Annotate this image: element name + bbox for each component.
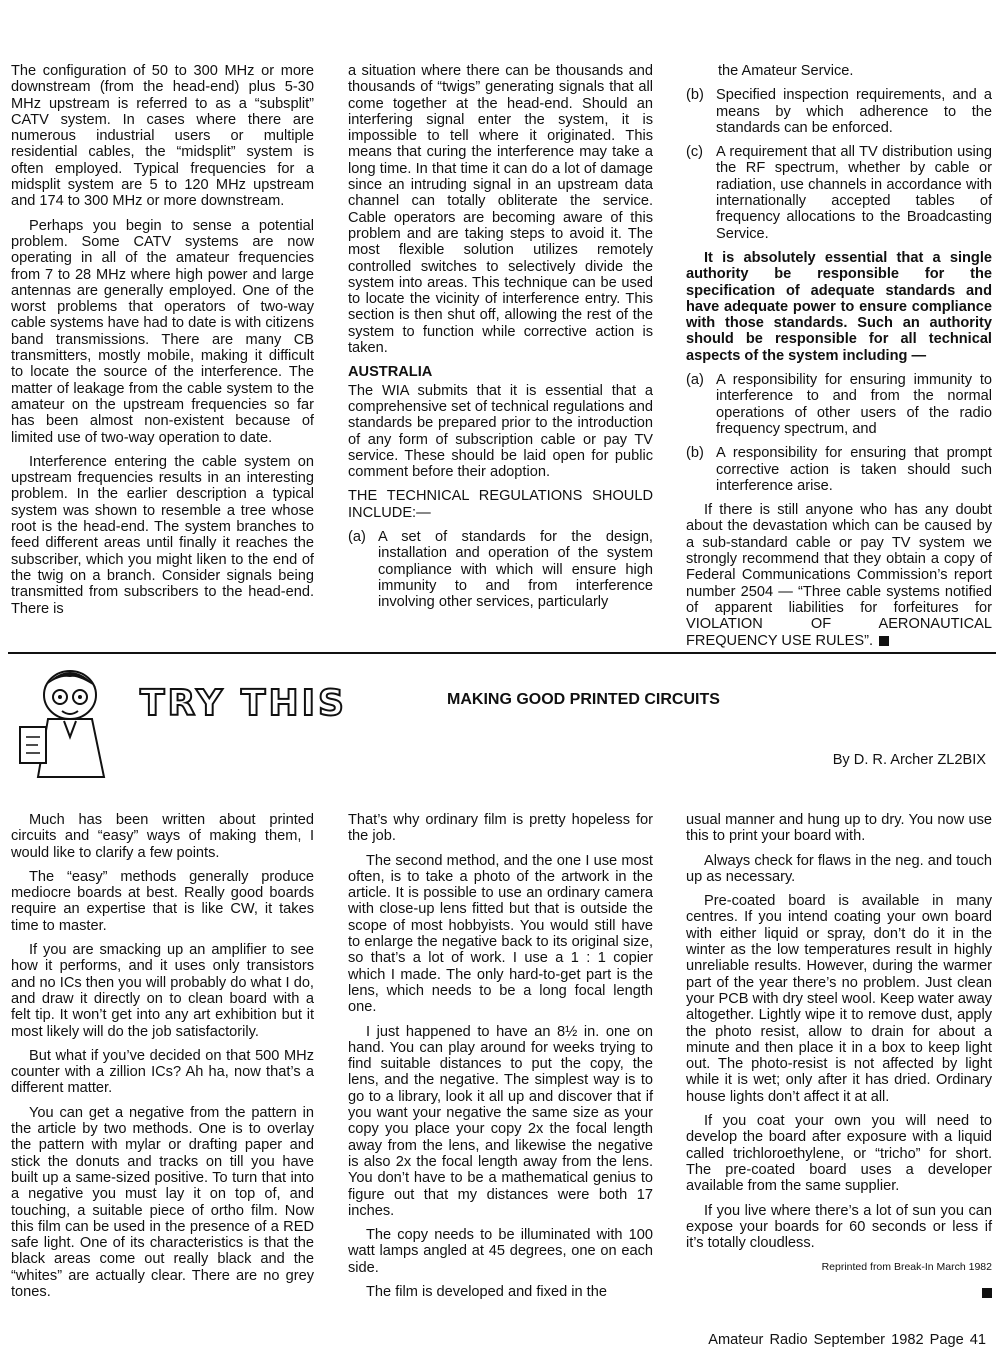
paragraph: Always check for flaws in the neg. and touch up as necessary. [686, 852, 992, 885]
top-column-2 [348, 63, 653, 619]
paragraph: The film is developed and fixed in the [366, 1284, 607, 1301]
article-headline: MAKING GOOD PRINTED CIRCUITS [447, 691, 720, 708]
paragraph: The configuration of 50 to 300 MHz or more downstream (from the head-end) plus 5-30 MHz upstream is referred to as a “subsplit” CATV system. In cases where there are numerous industrial users or multiple residential cables, the “midsplit” system is often employed. Typical frequencies for a midsplit system are 5 to 120 MHz upstream and 174 to 300 MHz or more downstream. [11, 63, 314, 210]
paragraph: You can get a negative from the pattern in the article by two methods. One is to overlay the pattern with mylar or drafting paper and stick the donuts and tracks on till you have built up a same-sized positive. To turn that into a negative you must lay it on top of, and touching, a suitable piece of ortho film. Now this film can be used in the presence of a RED safe light. One of its characteristics is that the black areas come out really black and the “whites” are actually clear. There are no grey tones. [11, 1104, 314, 1301]
section-heading: AUSTRALIA [348, 364, 433, 381]
bottom-column-2 [348, 812, 653, 1308]
paragraph: If you are smacking up an amplifier to see how it performs, and it uses only transistors and no ICs then you will probably do what I do, and draw it directly on to clean board with a felt tip. It won’t get into any art exhibition but it most likely will do the job satisfactorily. [11, 942, 314, 1040]
top-column-1 [11, 63, 314, 625]
reprint-credit: Reprinted from Break-In March 1982 [821, 1261, 992, 1274]
caps-heading: THE TECHNICAL REGULATIONS SHOULD INCLUDE:— [348, 488, 653, 521]
paragraph: I just happened to have an 8½ in. one on hand. You can play around for weeks trying to find suitable distances to put the copy, the lens, and the negative. The simplest way is to go to a library, look it all up and discover that if you want your negative the same size as your copy you place your copy 2x the focal length away from the lens, and likewise the negative is also 2x the focal length away from the lens. You don’t have to be a mathematical genius to figure out that my distances were both 17 inches. [348, 1023, 653, 1219]
paragraph: The copy needs to be illuminated with 100 watt lamps angled at 45 degrees, one on each side. [348, 1227, 653, 1276]
paragraph: Perhaps you begin to sense a potential problem. Some CATV systems are now operating in all of the amateur frequencies from 7 to 28 MHz where high power and large antennas are generally employed. One of the worst problems that operators of two-way cable systems have had to date is with citizens band transmissions. There are many CB transmitters, mostly mobile, making it difficult to locate the source of the interference. The matter of leakage from the cable system to the amateur on the upstream frequencies so far has been almost non-existent because of limited use of two-way operation to date. [11, 217, 314, 446]
paragraph: If you coat your own you will need to develop the board after exposure with a liquid called trichloroethylene, or “tricho” for short. The pre-coated board uses a developer available from the same supplier. [686, 1113, 992, 1195]
list-item: (b) A responsibility for ensuring that prompt corrective action is taken should such interference arise. [686, 445, 992, 494]
page-footer: Amateur Radio September 1982 Page 41 [708, 1332, 986, 1348]
end-mark-icon [982, 1288, 992, 1298]
bold-paragraph: It is absolutely essential that a single authority be responsible for the specification of adequate standards and have adequate power to ensure compliance with those standards. Such an authority should be responsible for all technical aspects of the system including — [686, 249, 992, 364]
paragraph: If there is still anyone who has any doubt about the devastation which can be caused by a sub-standard cable or pay TV system we strongly recommend that they obtain a copy of Federal Communications Commission’s report number 2504 — “Three cable systems notified of apparent liabilities for forfeitures for VIOLATION OF AERONAUTICAL FREQUENCY USE RULES”. [686, 502, 992, 649]
list-item: (b) Specified inspection requirements, and a means by which adherence to the standards can be enforced. [686, 87, 992, 136]
list-item: (c) A requirement that all TV distribution using the RF spectrum, whether by cable or radiation, use channels in accordance with internationally accepted tables of frequency allocations to the Broadcasting Service. [686, 144, 992, 242]
section-divider [8, 652, 996, 654]
paragraph: Interference entering the cable system on upstream frequencies results in an interesting problem. In the earlier description a typical system was shown to resemble a tree whose root is the head-end. The system branches to feed different areas until finally it reaches the subscriber, which you might liken to the end of the twig on a branch. Consider signals being transmitted from subscribers to the head-end. There is [11, 453, 314, 617]
list-item: (a) A set of standards for the design, installation and operation of the system compliance with which will ensure high immunity to and from interference involving other services, particularly [348, 529, 653, 611]
paragraph: But what if you’ve decided on that 500 MHz counter with a zillion ICs? Ah ha, now that’s a different matter. [11, 1047, 314, 1097]
paragraph: If you live where there’s a lot of sun you can expose your boards for 60 seconds or less if it’s totally cloudless. [686, 1202, 992, 1252]
bottom-column-1 [11, 812, 314, 1308]
top-column-3 [686, 63, 992, 657]
end-mark-icon [879, 636, 889, 646]
list-item: (a) A responsibility for ensuring immunity to interference to and from the normal operations of other users of the radio frequency spectrum, and [686, 372, 992, 437]
article-byline: By D. R. Archer ZL2BIX [832, 752, 986, 768]
paragraph: Pre-coated board is available in many centres. If you intend coating your own board with either liquid or spray, don’t do it in the winter as the low temperatures result in highly unreliable results. However, during the warmer part of the year there’s no problem. Just clean your PCB with dry steel wool. Keep water away altogether. Lightly wipe it to remove dust, apply the photo resist, allow to drain for about a minute and then place it in a box to keep light out. The photo-resist is not affected by light while it is wet; only after it has dried. Ordinary house lights don’t affect it at all. [686, 893, 992, 1105]
paragraph: Much has been written about printed circuits and “easy” ways of making them, I would like to clarify a few points. [11, 812, 314, 861]
paragraph: The second method, and the one I use most often, is to take a photo of the artwork in the article. It is possible to use an ordinary camera with close-up lens fitted but that is outside the scope of most hobbyists. You would still have to enlarge the negative back to its original size, so that’s a lot of work. I use a 1 : 1 copier which I made. The only hard-to-get part is the lens, which needs to be a long focal length one. [348, 852, 653, 1016]
paragraph: a situation where there can be thousands and thousands of “twigs” generating signals that all come together at the head-end. Should an interfering signal enter the system, it is impossible to tell where it originated. This means that curing the interference may take a long time. In that time it can do a lot of damage since an intruding signal in an upstream data channel can totally obliterate the service. Cable operators are becoming aware of this problem and are taking steps to avoid it. The most flexible solution utilizes remotely controlled switches to selectively divide the system into areas. This technique can be used to locate the vicinity of interference entry. This section is then shut off, allowing the rest of the system to function while corrective action is taken. [348, 63, 653, 357]
paragraph: That’s why ordinary film is pretty hopeless for the job. [348, 812, 653, 845]
try-this-banner: TRY THIS [140, 683, 347, 724]
end-mark-container [686, 1284, 992, 1298]
cartoon-character-icon [8, 657, 138, 787]
paragraph: The WIA submits that it is essential that a comprehensive set of technical regulations and standards be prepared prior to the introduction of any form of subscription cable or pay TV service. These should be laid open for public comment before their adoption. [348, 382, 653, 481]
paragraph: The “easy” methods generally produce mediocre boards at best. Really good boards require an expertise that is like CW, it takes time to master. [11, 868, 314, 934]
paragraph: usual manner and hung up to dry. You now use this to print your board with. [686, 812, 992, 845]
paragraph: the Amateur Service. [718, 63, 854, 79]
bottom-column-3 [686, 812, 992, 1298]
